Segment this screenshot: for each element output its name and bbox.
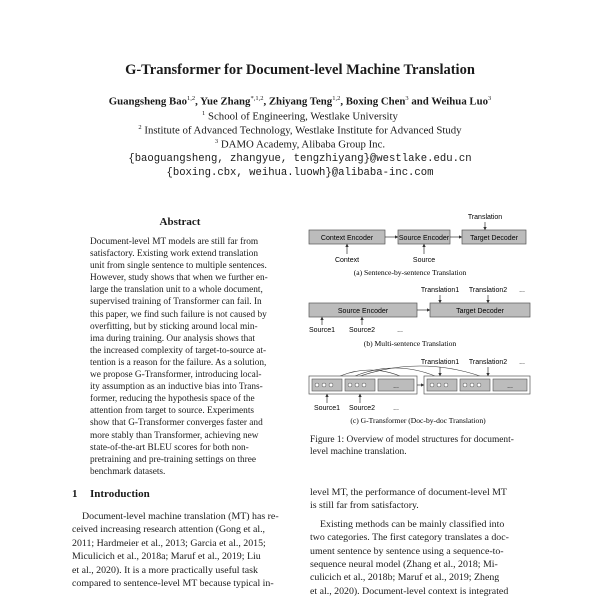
- label-source: Source: [412, 257, 436, 264]
- author-name: Weihua Luo: [431, 95, 489, 108]
- target-decoder-label: Target Decoder: [470, 235, 518, 242]
- section-heading: 1 Introduction: [72, 488, 150, 500]
- svg-text:...: ...: [393, 383, 399, 390]
- author-and: and: [411, 95, 429, 108]
- source-encoder-label: Source Encoder: [337, 308, 389, 315]
- figure-panel-a: [309, 214, 526, 277]
- label-translation1: Translation1: [420, 287, 460, 294]
- label-translation2: Translation2: [468, 287, 508, 294]
- figure-1: [300, 208, 540, 434]
- label-dots: ...: [397, 327, 403, 334]
- label-translation2: Translation2: [468, 359, 508, 366]
- caption-c: (c) G-Transformer (Doc-by-doc Translation): [350, 416, 486, 425]
- figure-panel-b: [309, 287, 530, 348]
- label-translation1: Translation1: [420, 359, 460, 366]
- affiliation-2: $^2$ Institute of Advanced Technology, Westlake Institute for Advanced Study: [138, 124, 462, 137]
- abstract-heading: Abstract: [159, 216, 201, 228]
- affiliation-3: $^3$ DAMO Academy, Alibaba Group Inc.: [214, 138, 386, 151]
- svg-text:...: ...: [507, 383, 513, 390]
- caption-b: (b) Multi-sentence Translation: [363, 339, 457, 348]
- caption-a: (a) Sentence-by-sentence Translation: [353, 268, 467, 277]
- label-dots: ...: [519, 359, 525, 366]
- abstract-body: Document-level MT models are still far from satisfactory. Existing work extend translation unit from single sentence to multiple sentences. However, study shows that when we further en- large the translation unit to a whole document, supervised training of Transformer can fail. In this paper, we find such failure is not caused by overfitting, but by sticking around local min- ima during training. Our analysis shows that the increased complexity of target-to-source at- tention is a reason for the failure. As a solution, we propose G-Transformer, introducing local- ity assumption as an inductive bias into Trans- former, reducing the hypothesis space of the attention from target to source. Experiments show that G-Transformer converges faster and more stably than Transformer, achieving new state-of-the-art BLEU scores for both non- pretraining and pre-training settings on three benchmark datasets.: [90, 237, 268, 477]
- intro-paragraph: Document-level machine translation (MT) has re- ceived increasing research attention (Gong et al., 2011; Hardmeier et al., 2013; Garcia et al., 2015; Miculicich et al., 2018a; Maruf et al., 2019; Liu et al., 2020). It is a more practically useful task compared to sentence-level MT because typical in-: [72, 511, 279, 590]
- label-source2: Source2: [348, 327, 376, 334]
- target-decoder-label: Target Decoder: [456, 308, 504, 315]
- figure-panel-c: [309, 359, 530, 425]
- label-dots: ...: [393, 405, 399, 412]
- author-name: Boxing Chen: [345, 95, 406, 108]
- label-translation: Translation: [467, 214, 503, 221]
- label-source1: Source1: [313, 405, 341, 412]
- paper-title: G-Transformer for Document-level Machine Translation: [125, 62, 475, 78]
- author-name: Zhiyang Teng: [268, 95, 333, 108]
- label-context: Context: [334, 257, 360, 264]
- email-alibaba: {boxing.cbx, weihua.luowh}@alibaba-inc.com: [166, 167, 434, 179]
- label-source1: Source1: [308, 327, 336, 334]
- label-dots: ...: [519, 287, 525, 294]
- figure-caption: Figure 1: Overview of model structures for document- level machine translation.: [310, 435, 514, 457]
- context-encoder-label: Context Encoder: [320, 235, 374, 242]
- author-name: Guangsheng Bao: [108, 95, 188, 108]
- author-list: Guangsheng Bao$^{1,2}$, Yue Zhang$^{*,1,2}$, Zhiyang Teng$^{1,2}$, Boxing Chen$^3$ and Weihua Luo$^3$: [108, 95, 492, 108]
- author-name: Yue Zhang: [200, 95, 251, 108]
- label-source2: Source2: [348, 405, 376, 412]
- right-column-text: level MT, the performance of document-level MT is still far from satisfactory. Existing methods can be mainly classified into two categories. The first category translates a doc- ument sentence by sentence using a sequence-to- sequence neural model (Zhang et al., 2018; Mi- culicich et al., 2018b; Maruf et al., 2019; Zheng et al., 2020). Document-level context is integrated: [310, 487, 509, 597]
- affiliation-1: $^1$ School of Engineering, Westlake University: [202, 110, 398, 123]
- source-encoder-label: Source Encoder: [398, 235, 450, 242]
- email-westlake: {baoguangsheng, zhangyue, tengzhiyang}@westlake.edu.cn: [128, 153, 472, 165]
